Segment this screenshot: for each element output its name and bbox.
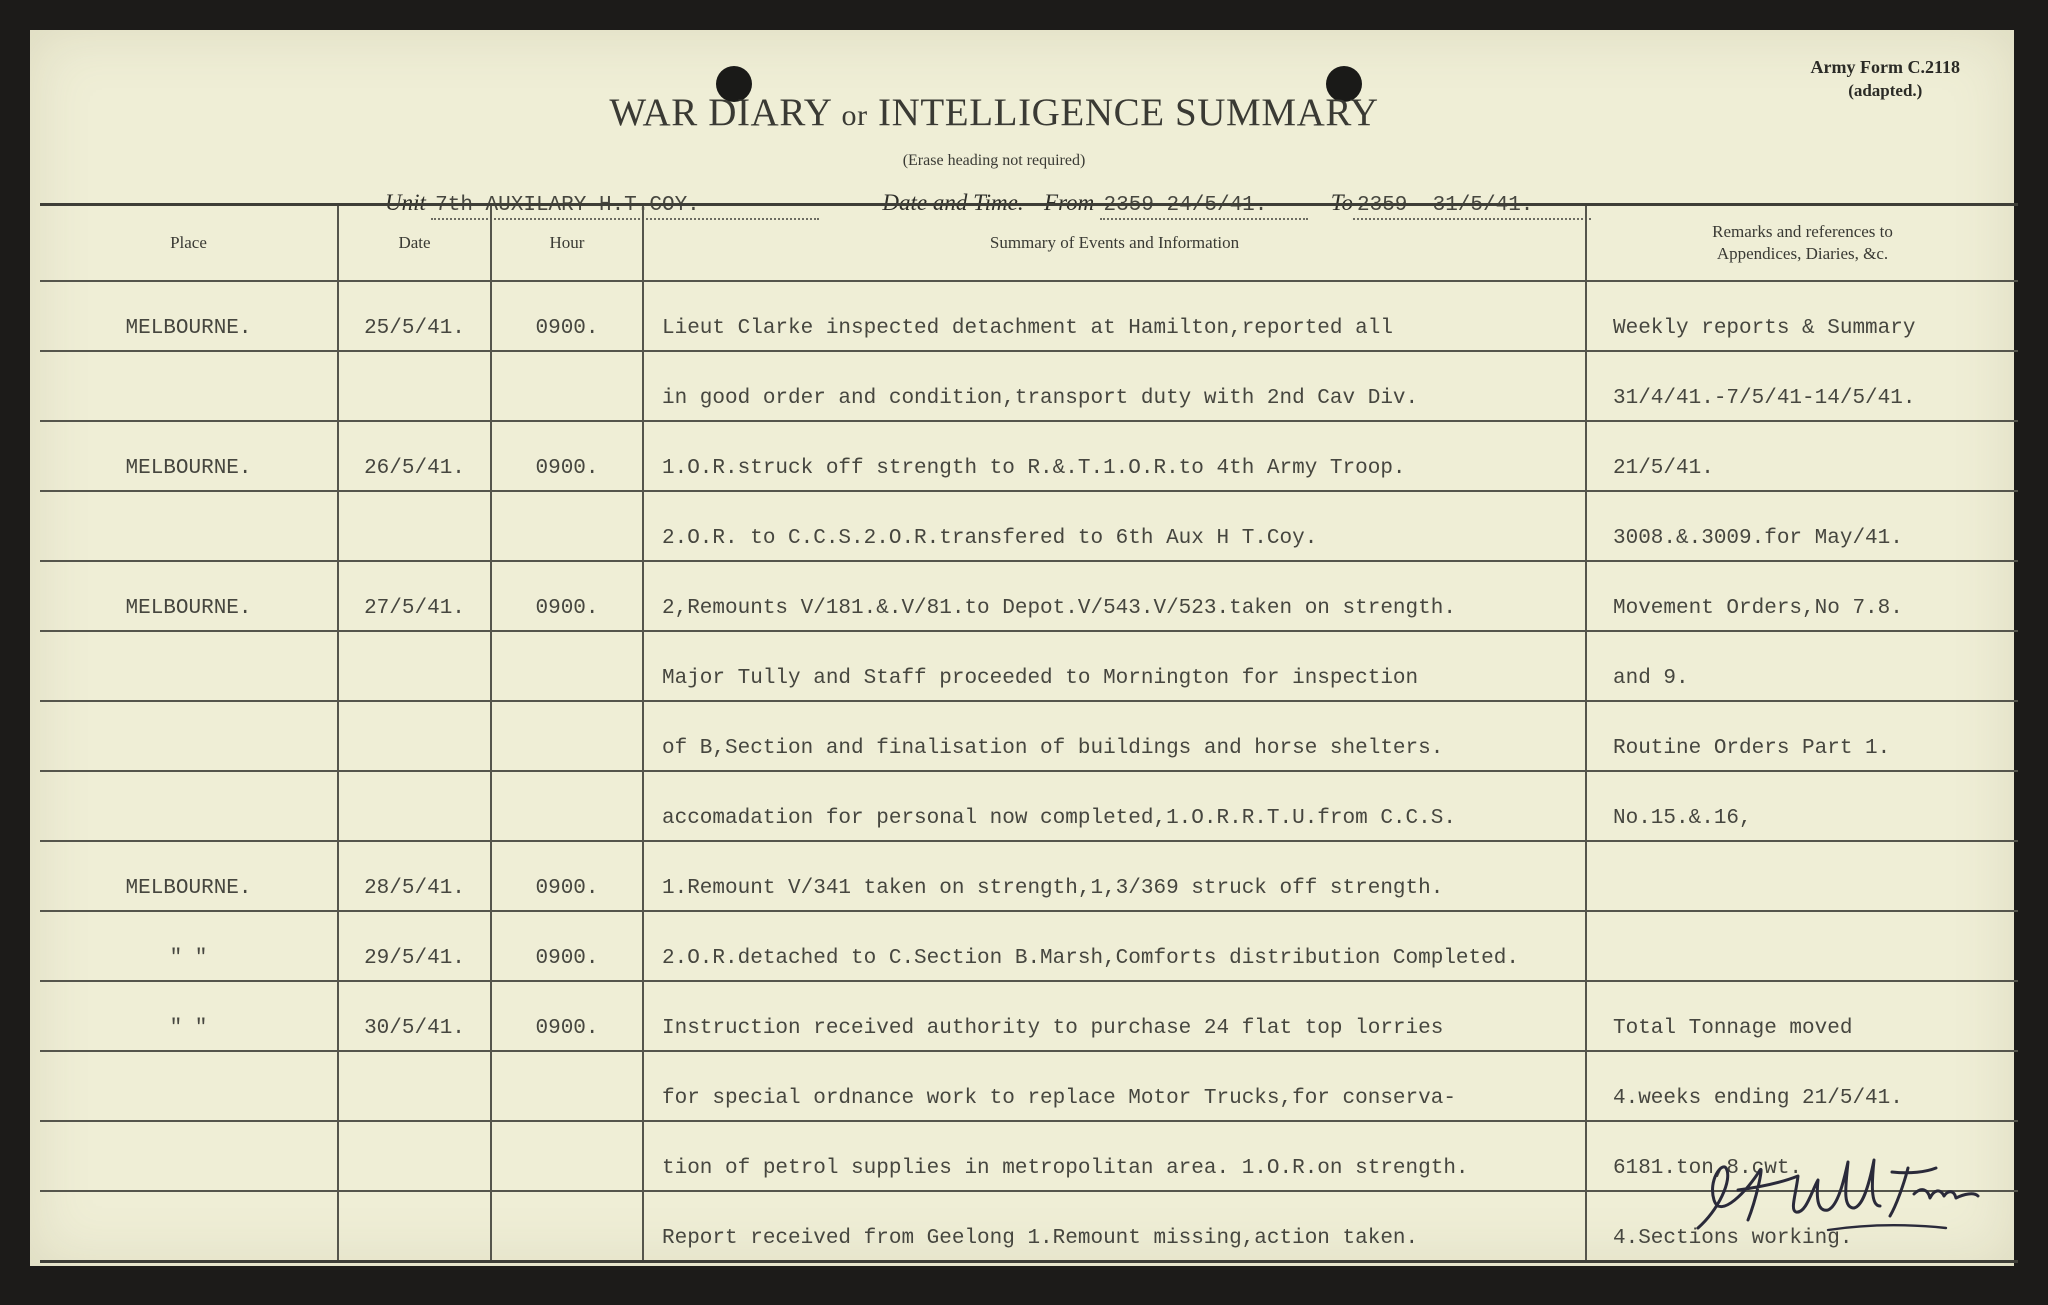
cell-date: 30/5/41.: [338, 981, 491, 1051]
cell-place: MELBOURNE.: [40, 841, 338, 911]
cell-remarks: 31/4/41.-7/5/41-14/5/41.: [1586, 351, 2018, 421]
table-row: [40, 771, 2018, 841]
cell-remarks: Movement Orders,No 7.8.: [1586, 561, 2018, 631]
cell-summary: for special ordnance work to replace Motor Trucks,for conserva-: [643, 1051, 1586, 1121]
cell-remarks: Total Tonnage moved: [1586, 981, 2018, 1051]
title-intelligence-summary: INTELLIGENCE SUMMARY: [878, 91, 1379, 134]
cell-hour: [491, 351, 643, 421]
table-row: [40, 561, 2018, 631]
cell-date: 28/5/41.: [338, 841, 491, 911]
cell-remarks: 4.Sections working.: [1586, 1191, 2018, 1262]
cell-summary: Instruction received authority to purchase 24 flat top lorries: [643, 981, 1586, 1051]
cell-date: [338, 631, 491, 701]
cell-hour: 0900.: [491, 911, 643, 981]
cell-hour: [491, 631, 643, 701]
table-row: [40, 631, 2018, 701]
title-war-diary: WAR DIARY: [609, 91, 832, 134]
cell-place: MELBOURNE.: [40, 561, 338, 631]
page-subtitle: (Erase heading not required): [902, 152, 1086, 169]
cell-place: [40, 1121, 338, 1191]
cell-summary: 2.O.R. to C.C.S.2.O.R.transfered to 6th Aux H T.Coy.: [643, 491, 1586, 561]
cell-date: [338, 1121, 491, 1191]
cell-place: [40, 1191, 338, 1262]
cell-place: [40, 631, 338, 701]
cell-remarks: [1586, 841, 2018, 911]
cell-summary: Lieut Clarke inspected detachment at Hamilton,reported all: [643, 281, 1586, 351]
cell-place: [40, 1051, 338, 1121]
signature: [1678, 1150, 1998, 1240]
cell-date: [338, 351, 491, 421]
cell-summary: 2,Remounts V/181.&.V/81.to Depot.V/543.V/523.taken on strength.: [643, 561, 1586, 631]
cell-hour: [491, 1121, 643, 1191]
cell-place: [40, 351, 338, 421]
table-row: [40, 841, 2018, 911]
table-row: [40, 701, 2018, 771]
cell-remarks: 21/5/41.: [1586, 421, 2018, 491]
header-remarks-line2: Appendices, Diaries, &c.: [1716, 244, 1889, 263]
cell-date: [338, 701, 491, 771]
diary-body: [40, 281, 2018, 1262]
to-value: 2359- 31/5/41.: [1353, 194, 1591, 220]
cell-remarks: 6181.ton,8.cwt.: [1586, 1121, 2018, 1191]
cell-date: 27/5/41.: [338, 561, 491, 631]
table-row: [40, 981, 2018, 1051]
title-or: or: [841, 99, 868, 132]
table-header-row: [40, 205, 2018, 282]
diary-table: [40, 203, 2018, 1263]
table-row: [40, 351, 2018, 421]
header-remarks: [1586, 205, 2018, 282]
cell-remarks: and 9.: [1586, 631, 2018, 701]
cell-summary: Major Tully and Staff proceeded to Mornington for inspection: [643, 631, 1586, 701]
cell-remarks: 4.weeks ending 21/5/41.: [1586, 1051, 2018, 1121]
cell-date: [338, 771, 491, 841]
cell-place: [40, 491, 338, 561]
cell-place: [40, 701, 338, 771]
cell-remarks: [1586, 911, 2018, 981]
cell-summary: Report received from Geelong 1.Remount missing,action taken.: [643, 1191, 1586, 1262]
header-remarks-line1: Remarks and references to: [1712, 222, 1893, 241]
date-time-label: Date and Time.—From: [882, 190, 1095, 215]
table-row: [40, 281, 2018, 351]
cell-date: [338, 491, 491, 561]
page-title: [0, 90, 2018, 135]
to-label: To: [1330, 190, 1353, 215]
table-row: [40, 1051, 2018, 1121]
cell-hour: [491, 1051, 643, 1121]
cell-hour: 0900.: [491, 981, 643, 1051]
cell-place: MELBOURNE.: [40, 281, 338, 351]
unit-label: Unit: [385, 190, 426, 215]
cell-remarks: Routine Orders Part 1.: [1586, 701, 2018, 771]
cell-date: [338, 1191, 491, 1262]
cell-summary: in good order and condition,transport duty with 2nd Cav Div.: [643, 351, 1586, 421]
cell-summary: 1.O.R.struck off strength to R.&.T.1.O.R.to 4th Army Troop.: [643, 421, 1586, 491]
header-summary: Summary of Events and Information: [643, 205, 1586, 282]
cell-hour: 0900.: [491, 281, 643, 351]
form-number: Army Form C.2118: [1810, 57, 1960, 77]
cell-date: 26/5/41.: [338, 421, 491, 491]
cell-place: " ": [40, 911, 338, 981]
cell-hour: [491, 771, 643, 841]
cell-place: MELBOURNE.: [40, 421, 338, 491]
cell-remarks: No.15.&.16,: [1586, 771, 2018, 841]
cell-hour: [491, 491, 643, 561]
from-value: 2359-24/5/41.: [1100, 194, 1308, 220]
cell-hour: [491, 1191, 643, 1262]
form-note: (adapted.): [1848, 81, 1923, 100]
cell-date: 25/5/41.: [338, 281, 491, 351]
header-place: Place: [40, 205, 338, 282]
cell-hour: 0900.: [491, 421, 643, 491]
cell-summary: accomadation for personal now completed,1.O.R.R.T.U.from C.C.S.: [643, 771, 1586, 841]
unit-value: 7th AUXILARY H.T.COY.: [431, 194, 819, 220]
cell-place: [40, 771, 338, 841]
cell-remarks: 3008.&.3009.for May/41.: [1586, 491, 2018, 561]
cell-remarks: Weekly reports & Summary: [1586, 281, 2018, 351]
table-row: [40, 421, 2018, 491]
cell-summary: tion of petrol supplies in metropolitan area. 1.O.R.on strength.: [643, 1121, 1586, 1191]
cell-hour: [491, 701, 643, 771]
cell-date: 29/5/41.: [338, 911, 491, 981]
cell-place: " ": [40, 981, 338, 1051]
table-row: [40, 911, 2018, 981]
table-row: [40, 491, 2018, 561]
cell-hour: 0900.: [491, 561, 643, 631]
cell-date: [338, 1051, 491, 1121]
header-hour: Hour: [491, 205, 643, 282]
cell-summary: of B,Section and finalisation of buildings and horse shelters.: [643, 701, 1586, 771]
cell-summary: 2.O.R.detached to C.Section B.Marsh,Comforts distribution Completed.: [643, 911, 1586, 981]
cell-summary: 1.Remount V/341 taken on strength,1,3/369 struck off strength.: [643, 841, 1586, 911]
cell-hour: 0900.: [491, 841, 643, 911]
header-date: Date: [338, 205, 491, 282]
